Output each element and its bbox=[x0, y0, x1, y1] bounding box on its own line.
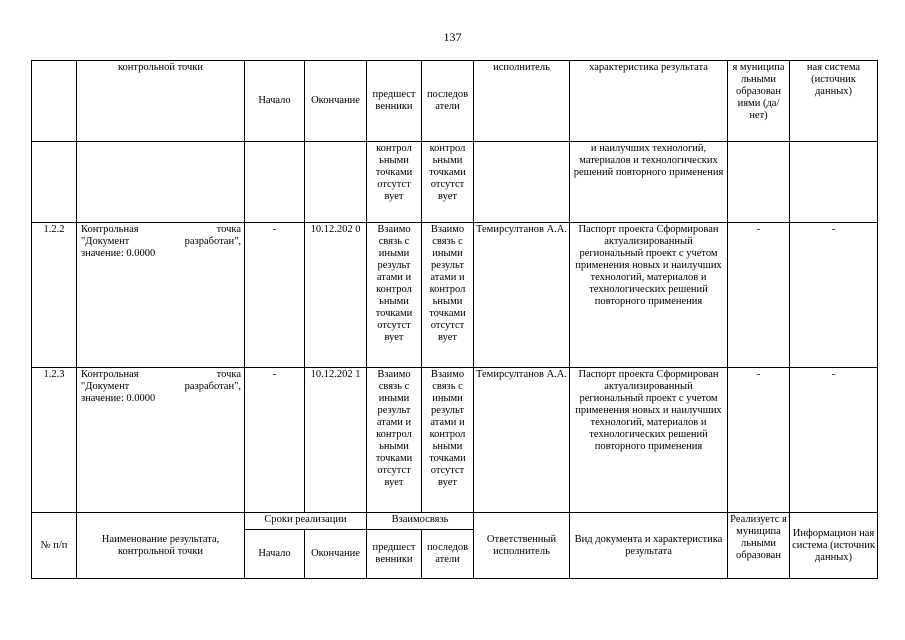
header-name-cell: контрольной точки bbox=[77, 61, 245, 142]
footer-successors-header: последов атели bbox=[422, 530, 474, 579]
header-result-cell: характеристика результата bbox=[570, 61, 728, 142]
header-implemented-cell: я муниципа льными образован иями (да/нет) bbox=[728, 61, 790, 142]
footer-header-row bbox=[32, 513, 878, 530]
row-start-cell: - bbox=[245, 223, 305, 368]
row-implemented-cell: - bbox=[728, 368, 790, 513]
row-implemented-cell: - bbox=[728, 223, 790, 368]
footer-predecessors-header: предшест венники bbox=[367, 530, 422, 579]
row-name-line: Контрольная точка bbox=[81, 369, 241, 380]
header-start-cell: Начало bbox=[245, 61, 305, 142]
row-result-cell: Паспорт проекта Сформирован актуализированный региональный проект с учетом применения новых и наилучших технологий, материалов и технологических решений повторного применения bbox=[570, 368, 728, 513]
footer-terms-header: Сроки реализации bbox=[245, 513, 367, 530]
page-number: 137 bbox=[443, 30, 462, 44]
row-predecessors-cell: Взаимо связь с иными результ атами и контрол ьными точками отсутст вует bbox=[367, 368, 422, 513]
header-executor-cell: исполнитель bbox=[474, 61, 570, 142]
cont-end-cell bbox=[305, 142, 367, 223]
header-info-system-cell: ная система (источник данных) bbox=[790, 61, 878, 142]
row-predecessors-cell: Взаимо связь с иными результ атами и контрол ьными точками отсутст вует bbox=[367, 223, 422, 368]
footer-name-header: Наименование результата, контрольной точки bbox=[77, 513, 245, 579]
row-executor-cell: Темирсултанов А.А. bbox=[474, 223, 570, 368]
cont-num-cell bbox=[32, 142, 77, 223]
row-name-line: "Документ разработан", bbox=[81, 236, 241, 247]
row-start-cell: - bbox=[245, 368, 305, 513]
row-name-line: значение: 0.0000 bbox=[81, 248, 156, 259]
cont-successors-cell: контрол ьными точками отсутст вует bbox=[422, 142, 474, 223]
row-info-system-cell: - bbox=[790, 368, 878, 513]
row-name-line: значение: 0.0000 bbox=[81, 393, 156, 404]
control-points-table bbox=[31, 60, 878, 579]
header-end-cell: Окончание bbox=[305, 61, 367, 142]
cont-executor-cell bbox=[474, 142, 570, 223]
cont-implemented-cell bbox=[728, 142, 790, 223]
row-result-cell: Паспорт проекта Сформирован актуализированный региональный проект с учетом применения новых и наилучших технологий, материалов и технологических решений повторного применения bbox=[570, 223, 728, 368]
continued-header-row bbox=[32, 61, 878, 142]
footer-result-header: Вид документа и характеристика результата bbox=[570, 513, 728, 579]
row-name-cell bbox=[77, 368, 245, 513]
row-num-cell: 1.2.3 bbox=[32, 368, 77, 513]
cont-name-cell bbox=[77, 142, 245, 223]
header-predecessors-cell: предшест венники bbox=[367, 61, 422, 142]
footer-info-system-header: Информацион ная система (источник данных) bbox=[790, 513, 878, 579]
footer-executor-header: Ответственный исполнитель bbox=[474, 513, 570, 579]
header-num-cell bbox=[32, 61, 77, 142]
cont-predecessors-cell: контрол ьными точками отсутст вует bbox=[367, 142, 422, 223]
row-executor-cell: Темирсултанов А.А. bbox=[474, 368, 570, 513]
row-name-line: Контрольная точка bbox=[81, 224, 241, 235]
cont-start-cell bbox=[245, 142, 305, 223]
row-successors-cell: Взаимо связь с иными результ атами и контрол ьными точками отсутст вует bbox=[422, 368, 474, 513]
continued-row bbox=[32, 142, 878, 223]
footer-num-header: № п/п bbox=[32, 513, 77, 579]
row-info-system-cell: - bbox=[790, 223, 878, 368]
row-name-line: "Документ разработан", bbox=[81, 381, 241, 392]
row-end-cell: 10.12.202 1 bbox=[305, 368, 367, 513]
footer-relation-header: Взаимосвязь bbox=[367, 513, 474, 530]
row-name-cell bbox=[77, 223, 245, 368]
table-row bbox=[32, 223, 878, 368]
header-successors-cell: последов атели bbox=[422, 61, 474, 142]
row-end-cell: 10.12.202 0 bbox=[305, 223, 367, 368]
row-successors-cell: Взаимо связь с иными результ атами и контрол ьными точками отсутст вует bbox=[422, 223, 474, 368]
footer-implemented-header: Реализуетс я муниципа льными образован bbox=[728, 513, 790, 579]
table-row bbox=[32, 368, 878, 513]
footer-end-header: Окончание bbox=[305, 530, 367, 579]
cont-result-cell: и наилучших технологий, материалов и технологических решений повторного применения bbox=[570, 142, 728, 223]
footer-start-header: Начало bbox=[245, 530, 305, 579]
row-num-cell: 1.2.2 bbox=[32, 223, 77, 368]
cont-info-system-cell bbox=[790, 142, 878, 223]
